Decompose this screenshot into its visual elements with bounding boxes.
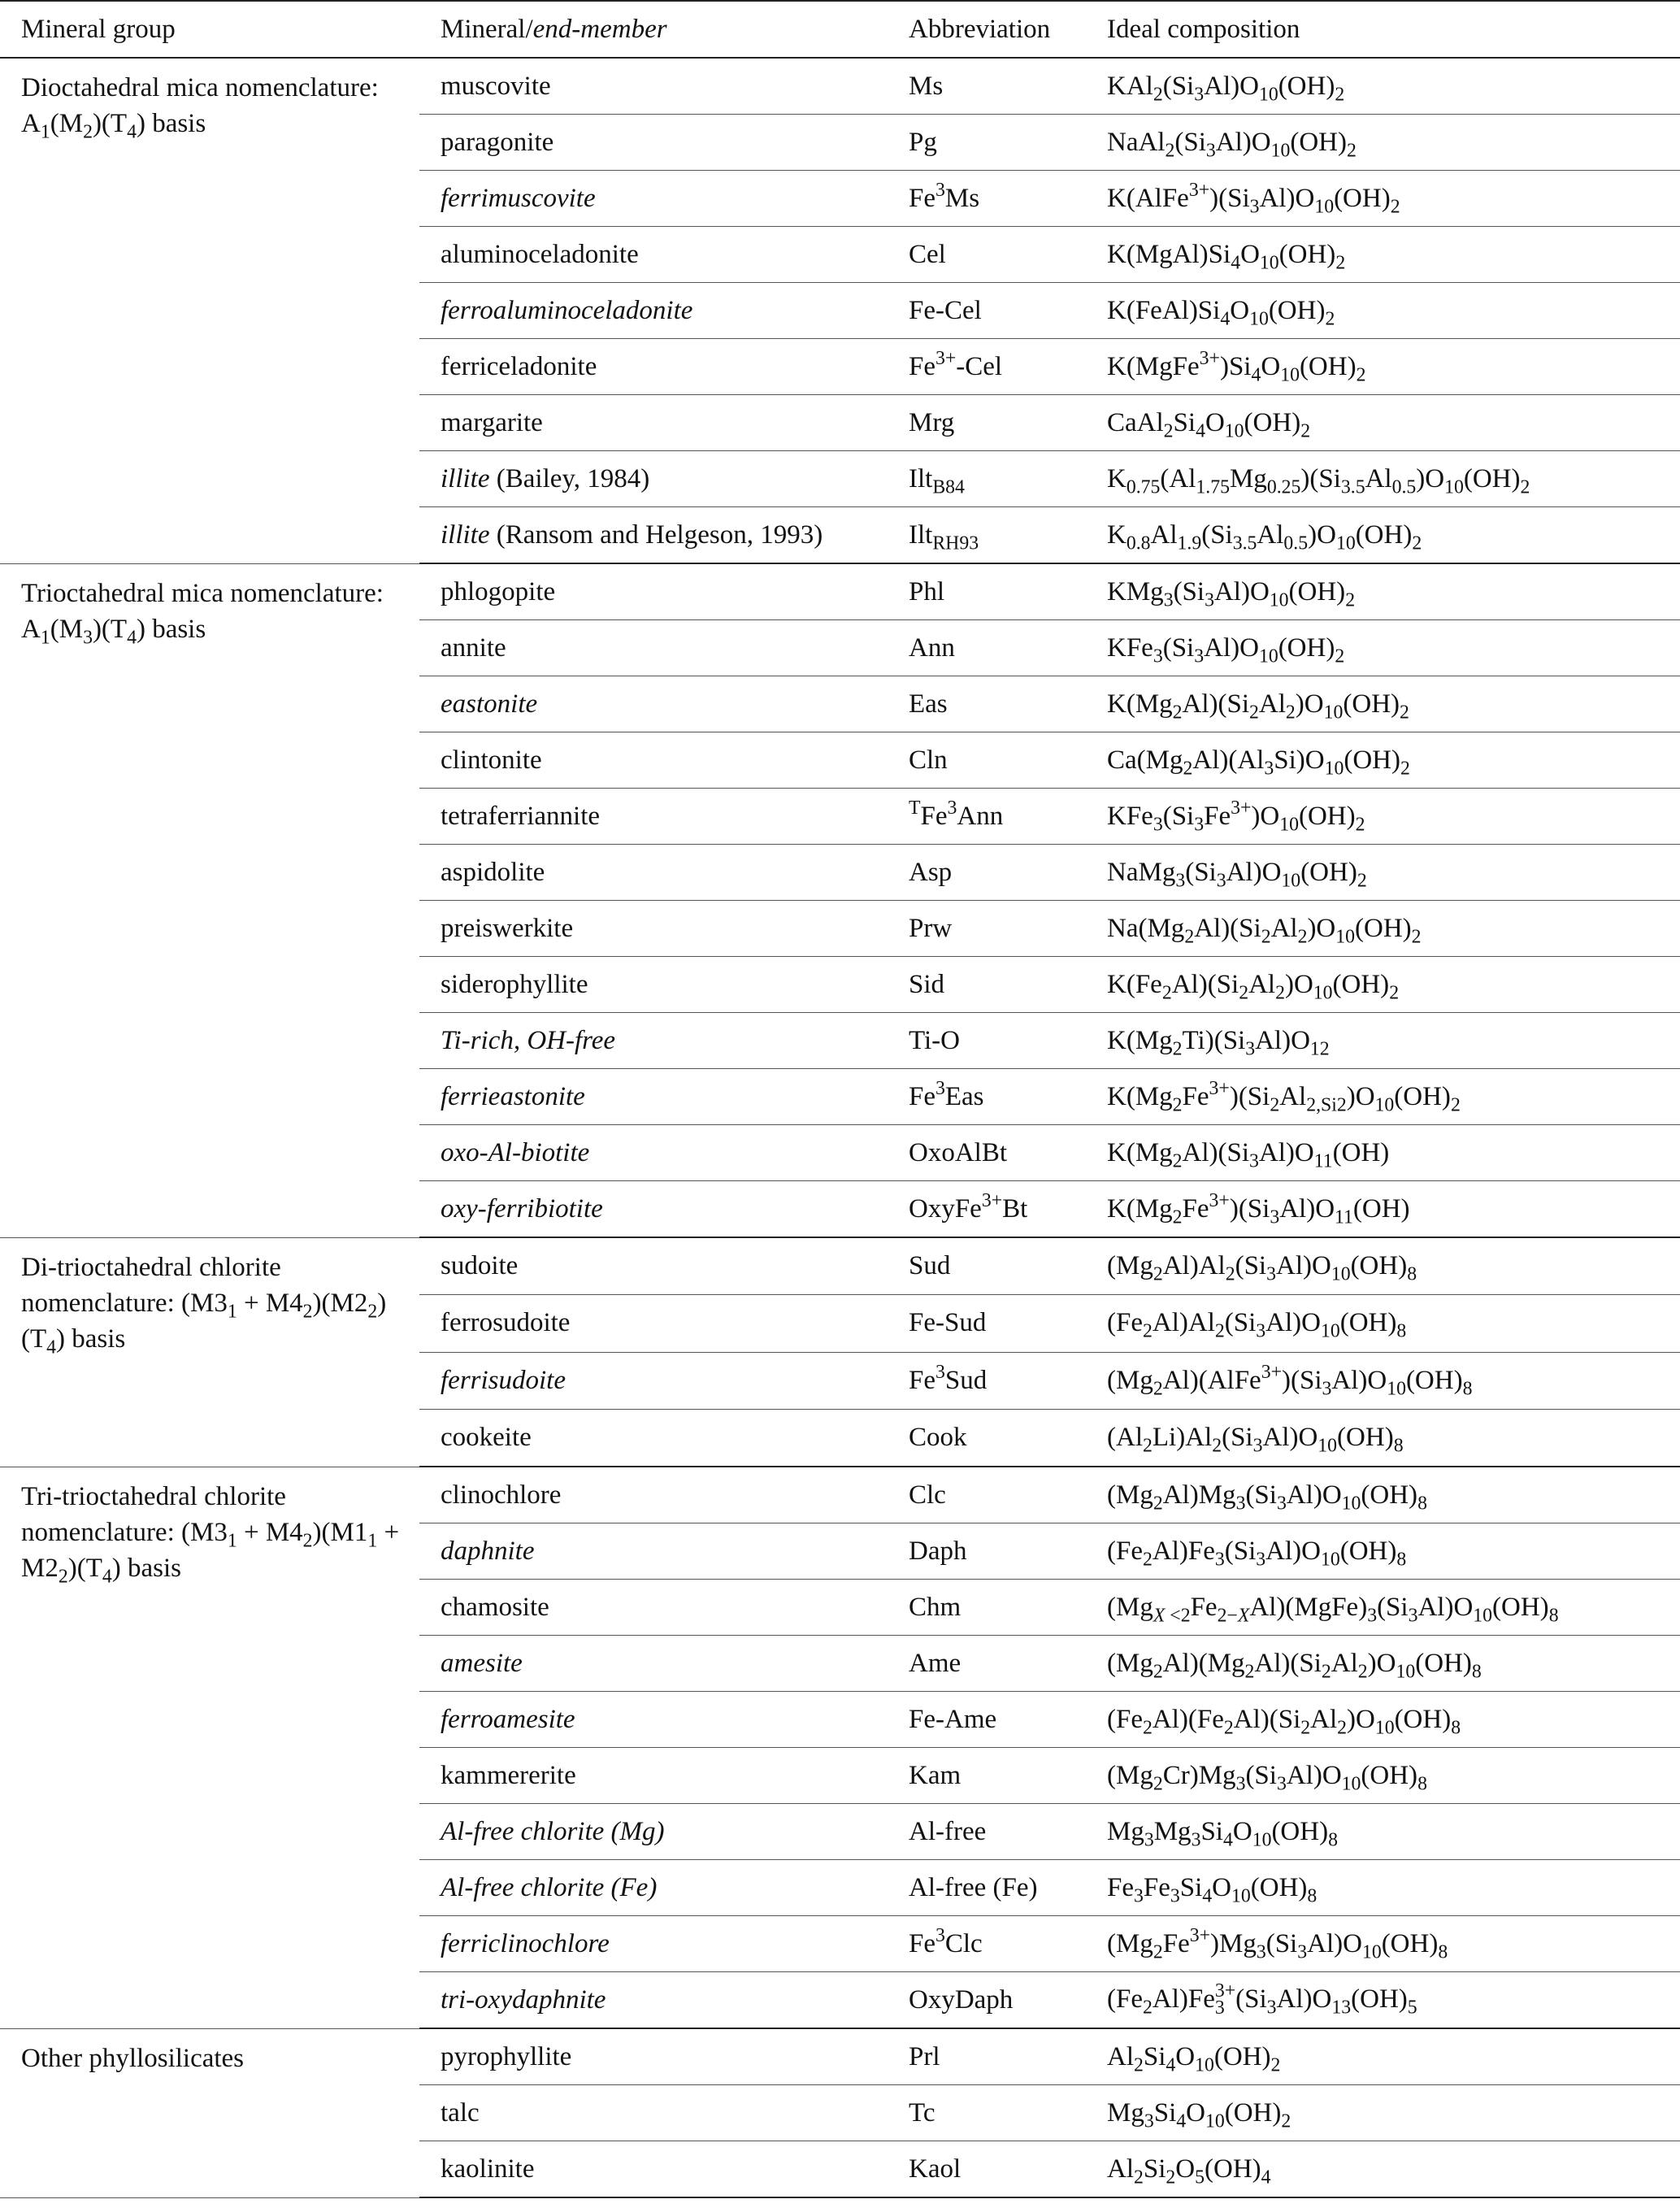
composition-cell: $(Mg_2Cr)Mg_3(Si_3Al)O_{10}(OH)_8$: [1086, 1748, 1680, 1804]
composition-cell: $K(Mg_2Al)(Si_3Al)O_{11}(OH)$: [1086, 1125, 1680, 1181]
mineral-name-cell: illite (Ransom and Helgeson, 1993): [419, 507, 888, 564]
mineral-name-cell: ferrimuscovite: [419, 171, 888, 227]
abbreviation-cell: Ti-O: [888, 1013, 1086, 1069]
abbreviation-cell: OxyFe$^{3+}$Bt: [888, 1181, 1086, 1238]
mineral-name-cell: kammererite: [419, 1748, 888, 1804]
composition-cell: $(Fe_2Al)Al_2(Si_3Al)O_{10}(OH)_8$: [1086, 1295, 1680, 1352]
mineral-name-cell: cookeite: [419, 1409, 888, 1467]
abbreviation-cell: Cel: [888, 227, 1086, 283]
table-row: [0, 563, 1680, 620]
composition-cell: $KFe_3(Si_3Al)O_{10}(OH)_2$: [1086, 620, 1680, 676]
table-row: [0, 58, 1680, 115]
abbreviation-cell: Phl: [888, 563, 1086, 620]
mineral-group-section: [0, 1467, 1680, 2028]
composition-cell: $(Fe_2Al)Fe3+$ 3 $(Si_3Al)O_{13}(OH)_5$: [1086, 1972, 1680, 2029]
table-row: [0, 1467, 1680, 1523]
composition-cell: $(Fe_2Al)Fe_3(Si_3Al)O_{10}(OH)_8$: [1086, 1523, 1680, 1580]
composition-cell: $KFe_3(Si_3Fe^{3+})O_{10}(OH)_2$: [1086, 789, 1680, 845]
composition-cell: $K(Mg_2Ti)(Si_3Al)O_{12}$: [1086, 1013, 1680, 1069]
composition-cell: $Na(Mg_2Al)(Si_2Al_2)O_{10}(OH)_2$: [1086, 901, 1680, 957]
composition-cell: $Al_2Si_4O_{10}(OH)_2$: [1086, 2028, 1680, 2085]
mineral-group-section: [0, 563, 1680, 1237]
abbreviation-cell: Fe-Ame: [888, 1692, 1086, 1748]
abbreviation-cell: Clc: [888, 1467, 1086, 1523]
mineral-name-cell: muscovite: [419, 58, 888, 115]
composition-cell: $K(Mg_2Fe^{3+})(Si_3Al)O_{11}(OH)$: [1086, 1181, 1680, 1238]
composition-cell: $K_{0.75}(Al_{1.75}Mg_{0.25})(Si_{3.5}Al_{0.5})O_{10}(OH)_2$: [1086, 451, 1680, 507]
abbreviation-cell: Kam: [888, 1748, 1086, 1804]
mineral-group-cell: Tri-trioctahedral chlorite nomenclature: $(M3_1 + M4_2)(M1_1 + M2_2)(T_4)$ basis: [0, 1467, 419, 2028]
mineral-name-cell: phlogopite: [419, 563, 888, 620]
mineral-name-cell: ferrieastonite: [419, 1069, 888, 1125]
abbreviation-cell: Fe$^3$Sud: [888, 1352, 1086, 1409]
mineral-name-cell: ferroamesite: [419, 1692, 888, 1748]
composition-cell: $Al_2Si_2O_5(OH)_4$: [1086, 2141, 1680, 2198]
mineral-name-cell: Al-free chlorite (Mg): [419, 1804, 888, 1860]
composition-cell: $K_{0.8}Al_{1.9}(Si_{3.5}Al_{0.5})O_{10}(OH)_2$: [1086, 507, 1680, 564]
mineral-name-cell: clintonite: [419, 732, 888, 789]
abbreviation-cell: Kaol: [888, 2141, 1086, 2198]
abbreviation-cell: Fe-Sud: [888, 1295, 1086, 1352]
abbreviation-cell: Prl: [888, 2028, 1086, 2085]
mineral-name-cell: sudoite: [419, 1237, 888, 1295]
composition-cell: $K(FeAl)Si_4O_{10}(OH)_2$: [1086, 283, 1680, 339]
mineral-name-cell: ferrosudoite: [419, 1295, 888, 1352]
header-end-member-label: end-member: [532, 14, 667, 44]
mineral-group-section: [0, 1237, 1680, 1467]
composition-cell: $CaAl_2Si_4O_{10}(OH)_2$: [1086, 395, 1680, 451]
header-ideal-composition: Ideal composition: [1086, 1, 1680, 58]
mineral-name-cell: daphnite: [419, 1523, 888, 1580]
mineral-name-cell: annite: [419, 620, 888, 676]
composition-cell: $KAl_2(Si_3Al)O_{10}(OH)_2$: [1086, 58, 1680, 115]
mineral-name-cell: siderophyllite: [419, 957, 888, 1013]
mineral-name-cell: Al-free chlorite (Fe): [419, 1860, 888, 1916]
header-mineral-end-member: [419, 1, 888, 58]
composition-cell: $K(MgFe^{3+})Si_4O_{10}(OH)_2$: [1086, 339, 1680, 395]
composition-cell: $K(Mg_2Al)(Si_2Al_2)O_{10}(OH)_2$: [1086, 676, 1680, 732]
mineral-name-cell: eastonite: [419, 676, 888, 732]
composition-cell: $Fe_3Fe_3Si_4O_{10}(OH)_8$: [1086, 1860, 1680, 1916]
abbreviation-cell: Fe$^3$Eas: [888, 1069, 1086, 1125]
abbreviation-cell: $Fe^{3+}$-Cel: [888, 339, 1086, 395]
abbreviation-cell: Mrg: [888, 395, 1086, 451]
composition-cell: $(Mg_2Al)Mg_3(Si_3Al)O_{10}(OH)_8$: [1086, 1467, 1680, 1523]
abbreviation-cell: Cook: [888, 1409, 1086, 1467]
abbreviation-cell: Fe-Cel: [888, 283, 1086, 339]
mineral-name-cell: clinochlore: [419, 1467, 888, 1523]
composition-cell: $(Mg_2Al)Al_2(Si_3Al)O_{10}(OH)_8$: [1086, 1237, 1680, 1295]
mineral-group-cell: Trioctahedral mica nomenclature: $A_1(M_3)(T_4)$ basis: [0, 563, 419, 1237]
abbreviation-cell: Chm: [888, 1580, 1086, 1636]
mineral-name-cell: tetraferriannite: [419, 789, 888, 845]
abbreviation-cell: OxoAlBt: [888, 1125, 1086, 1181]
abbreviation-cell: Al-free: [888, 1804, 1086, 1860]
composition-cell: $KMg_3(Si_3Al)O_{10}(OH)_2$: [1086, 563, 1680, 620]
composition-cell: $(Mg_2Fe^{3+})Mg_3(Si_3Al)O_{10}(OH)_8$: [1086, 1916, 1680, 1972]
mineral-group-cell: Di-trioctahedral chlorite nomenclature: $(M3_1 + M4_2)(M2_2)(T_4)$ basis: [0, 1237, 419, 1467]
mineral-name-cell: margarite: [419, 395, 888, 451]
header-row: [0, 1, 1680, 58]
header-mineral-label: Mineral/: [441, 14, 533, 44]
mineral-name-cell: Ti-rich, OH-free: [419, 1013, 888, 1069]
abbreviation-cell: Asp: [888, 845, 1086, 901]
composition-cell: $(Al_2Li)Al_2(Si_3Al)O_{10}(OH)_8$: [1086, 1409, 1680, 1467]
abbreviation-cell: Eas: [888, 676, 1086, 732]
abbreviation-cell: Daph: [888, 1523, 1086, 1580]
mineral-name-cell: oxy-ferribiotite: [419, 1181, 888, 1238]
header-mineral-group: Mineral group: [0, 1, 419, 58]
composition-cell: $NaMg_3(Si_3Al)O_{10}(OH)_2$: [1086, 845, 1680, 901]
composition-cell: $(Mg_2Al)(AlFe^{3+})(Si_3Al)O_{10}(OH)_8$: [1086, 1352, 1680, 1409]
mineral-group-section: [0, 58, 1680, 563]
composition-cell: $K(Mg_2Fe^{3+})(Si_2Al_{2,Si2})O_{10}(OH)_2$: [1086, 1069, 1680, 1125]
table-header: [0, 1, 1680, 58]
composition-cell: $NaAl_2(Si_3Al)O_{10}(OH)_2$: [1086, 115, 1680, 171]
abbreviation-cell: Pg: [888, 115, 1086, 171]
mineral-name-cell: talc: [419, 2085, 888, 2141]
abbreviation-cell: $^T$Fe$^3$Ann: [888, 789, 1086, 845]
abbreviation-cell: Prw: [888, 901, 1086, 957]
mineral-name-cell: preiswerkite: [419, 901, 888, 957]
mineral-name-cell: ferriclinochlore: [419, 1916, 888, 1972]
composition-cell: $Mg_3Mg_3Si_4O_{10}(OH)_8$: [1086, 1804, 1680, 1860]
mineral-name-cell: paragonite: [419, 115, 888, 171]
mineral-name-cell: ferriceladonite: [419, 339, 888, 395]
abbreviation-cell: Ame: [888, 1636, 1086, 1692]
abbreviation-cell: Tc: [888, 2085, 1086, 2141]
table-row: [0, 1237, 1680, 1295]
composition-cell: $(Mg_2Al)(Mg_2Al)(Si_2Al_2)O_{10}(OH)_8$: [1086, 1636, 1680, 1692]
composition-cell: $Mg_3Si_4O_{10}(OH)_2$: [1086, 2085, 1680, 2141]
mineral-name-cell: kaolinite: [419, 2141, 888, 2198]
mineral-name-cell: tri-oxydaphnite: [419, 1972, 888, 2029]
mineral-name-cell: pyrophyllite: [419, 2028, 888, 2085]
mineral-name-cell: aluminoceladonite: [419, 227, 888, 283]
mineral-name-cell: ferroaluminoceladonite: [419, 283, 888, 339]
composition-cell: $Ca(Mg_2Al)(Al_3Si)O_{10}(OH)_2$: [1086, 732, 1680, 789]
composition-cell: $K(MgAl)Si_4O_{10}(OH)_2$: [1086, 227, 1680, 283]
mineral-group-cell: Dioctahedral mica nomenclature: $A_1(M_2)(T_4)$ basis: [0, 58, 419, 563]
abbreviation-cell: Ilt$_{RH93}$: [888, 507, 1086, 564]
mineral-name-cell: ferrisudoite: [419, 1352, 888, 1409]
mineral-group-section: [0, 2028, 1680, 2197]
abbreviation-cell: Sid: [888, 957, 1086, 1013]
abbreviation-cell: Fe$^3$Clc: [888, 1916, 1086, 1972]
composition-cell: $(Fe_2Al)(Fe_2Al)(Si_2Al_2)O_{10}(OH)_8$: [1086, 1692, 1680, 1748]
composition-cell: $K(AlFe^{3+})(Si_3Al)O_{10}(OH)_2$: [1086, 171, 1680, 227]
abbreviation-cell: Fe$^3$Ms: [888, 171, 1086, 227]
mineral-name-cell: illite (Bailey, 1984): [419, 451, 888, 507]
abbreviation-cell: Sud: [888, 1237, 1086, 1295]
header-abbreviation: Abbreviation: [888, 1, 1086, 58]
mineral-name-cell: aspidolite: [419, 845, 888, 901]
composition-cell: $K(Fe_2Al)(Si_2Al_2)O_{10}(OH)_2$: [1086, 957, 1680, 1013]
abbreviation-cell: Al-free (Fe): [888, 1860, 1086, 1916]
abbreviation-cell: OxyDaph: [888, 1972, 1086, 2029]
abbreviation-cell: Cln: [888, 732, 1086, 789]
abbreviation-cell: Ann: [888, 620, 1086, 676]
table-row: [0, 2028, 1680, 2085]
mineral-name-cell: oxo-Al-biotite: [419, 1125, 888, 1181]
mineral-name-cell: chamosite: [419, 1580, 888, 1636]
abbreviation-cell: Ms: [888, 58, 1086, 115]
mineral-name-cell: amesite: [419, 1636, 888, 1692]
mineral-group-cell: Other phyllosilicates: [0, 2028, 419, 2197]
composition-cell: $(Mg_{X <2}Fe_{2-X}Al)(MgFe)_3(Si_3Al)O_{10}(OH)_8$: [1086, 1580, 1680, 1636]
abbreviation-cell: Ilt$_{B84}$: [888, 451, 1086, 507]
